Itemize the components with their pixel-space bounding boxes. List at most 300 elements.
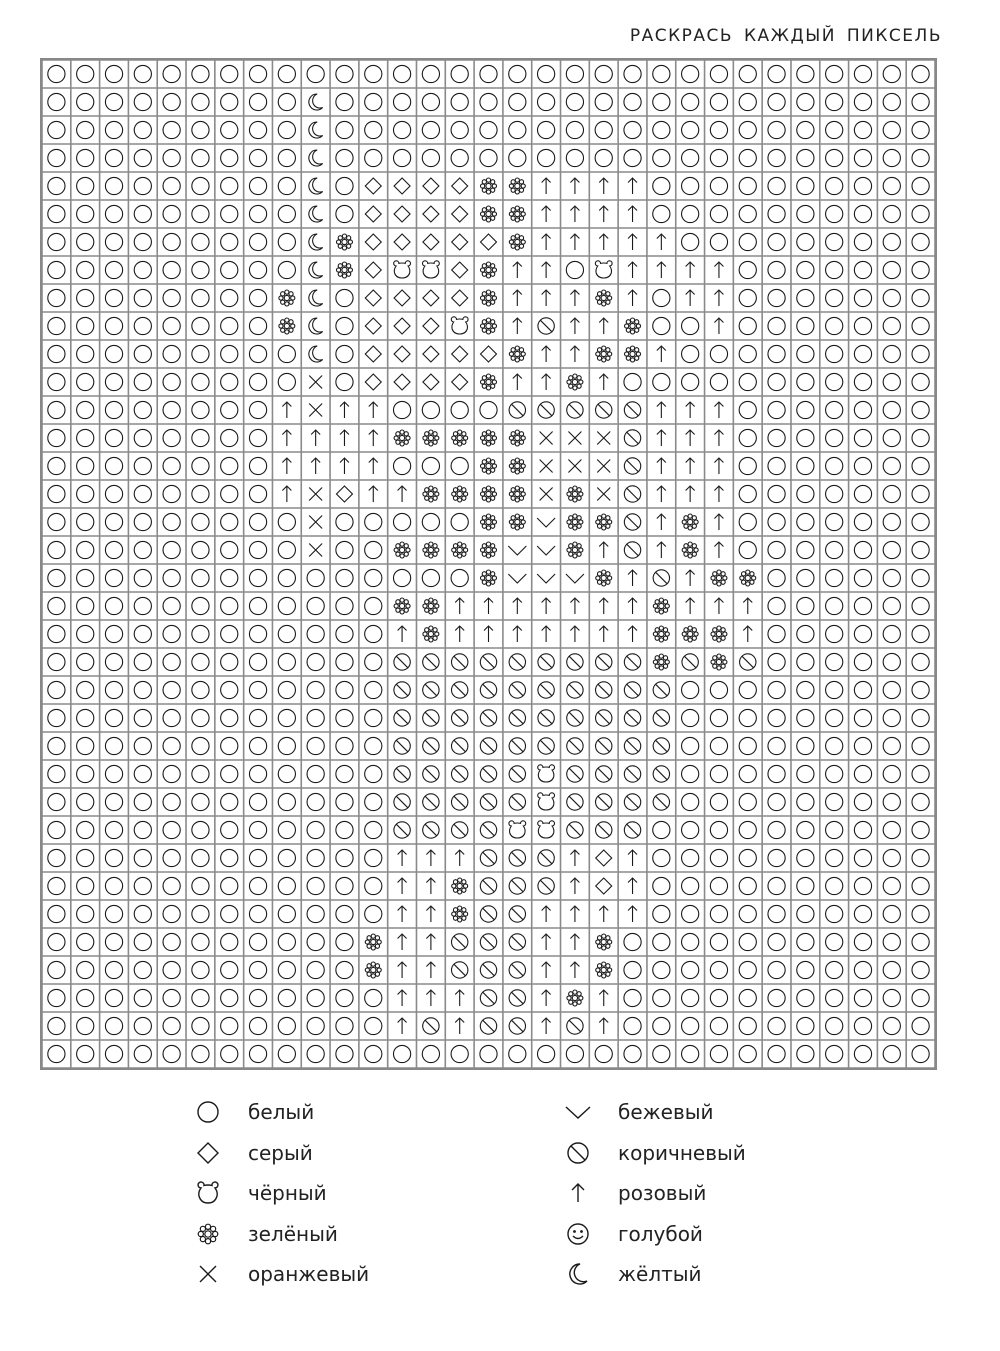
circle-icon — [278, 737, 295, 754]
circle-icon — [854, 821, 871, 838]
circle-icon — [826, 709, 843, 726]
circle-icon — [797, 541, 814, 558]
legend-label-green: зелёный — [248, 1221, 338, 1246]
circle-icon — [307, 821, 324, 838]
circle-icon — [912, 429, 929, 446]
circle-icon — [451, 93, 468, 110]
circle-icon — [336, 849, 353, 866]
flower-icon — [423, 486, 439, 502]
circle-icon — [163, 709, 180, 726]
circle-icon — [365, 989, 382, 1006]
circle-icon — [336, 1045, 353, 1062]
circle-icon — [768, 513, 785, 530]
circle-icon — [77, 205, 94, 222]
circle-icon — [797, 289, 814, 306]
circle-icon — [912, 317, 929, 334]
circle-icon — [797, 989, 814, 1006]
circle-icon — [393, 513, 410, 530]
circle-icon — [854, 205, 871, 222]
circle-icon — [826, 793, 843, 810]
circle-icon — [192, 961, 209, 978]
arrow-up-icon — [542, 290, 551, 306]
circle-icon — [48, 233, 65, 250]
circle-icon — [336, 569, 353, 586]
circle-icon — [451, 1045, 468, 1062]
circle-icon — [134, 905, 151, 922]
circle-icon — [278, 205, 295, 222]
circle-icon — [48, 821, 65, 838]
circle-icon — [163, 121, 180, 138]
circle-icon — [538, 93, 555, 110]
circle-icon — [739, 989, 756, 1006]
circle-icon — [653, 933, 670, 950]
arrow-up-icon — [570, 850, 579, 866]
circle-icon — [105, 93, 122, 110]
circle-icon — [221, 205, 238, 222]
flower-icon — [567, 514, 583, 530]
circle-icon — [854, 905, 871, 922]
circle-icon — [854, 849, 871, 866]
circle-icon — [77, 653, 94, 670]
diamond-icon — [481, 346, 497, 362]
prohibited-icon — [480, 878, 496, 894]
circle-icon — [163, 1045, 180, 1062]
circle-icon — [77, 65, 94, 82]
circle-icon — [710, 121, 727, 138]
moon-icon — [309, 346, 323, 362]
legend-item-orange — [190, 1254, 369, 1295]
circle-icon — [826, 345, 843, 362]
circle-icon — [221, 933, 238, 950]
circle-icon — [826, 989, 843, 1006]
cross-icon — [190, 1261, 226, 1287]
circle-icon — [768, 877, 785, 894]
pixel-grid — [40, 58, 937, 1070]
circle-icon — [710, 149, 727, 166]
circle-icon — [105, 737, 122, 754]
circle-icon — [710, 961, 727, 978]
prohibited-icon — [509, 850, 525, 866]
arrow-up-icon — [426, 878, 435, 894]
prohibited-icon — [538, 738, 554, 754]
circle-icon — [912, 457, 929, 474]
prohibited-icon — [509, 990, 525, 1006]
flower-icon — [653, 654, 669, 670]
circle-icon — [883, 961, 900, 978]
circle-icon — [365, 541, 382, 558]
circle-icon — [422, 569, 439, 586]
circle-icon — [883, 233, 900, 250]
bear-icon — [538, 821, 555, 838]
circle-icon — [336, 625, 353, 642]
circle-icon — [912, 65, 929, 82]
circle-icon — [192, 653, 209, 670]
circle-icon — [278, 765, 295, 782]
pixel-grid-canvas — [42, 60, 935, 1068]
circle-icon — [739, 541, 756, 558]
circle-icon — [797, 905, 814, 922]
circle-icon — [538, 121, 555, 138]
diamond-icon — [452, 178, 468, 194]
arrow-up-icon — [657, 486, 666, 502]
flower-icon — [481, 318, 497, 334]
prohibited-icon — [509, 766, 525, 782]
arrow-up-icon — [455, 1018, 464, 1034]
prohibited-icon — [394, 766, 410, 782]
legend-item-brown — [560, 1133, 746, 1174]
circle-icon — [538, 1045, 555, 1062]
check-icon — [508, 574, 526, 583]
circle-icon — [653, 877, 670, 894]
circle-icon — [249, 1017, 266, 1034]
circle-icon — [249, 401, 266, 418]
prohibited-icon — [596, 682, 612, 698]
circle-icon — [624, 1045, 641, 1062]
circle-icon — [797, 149, 814, 166]
prohibited-icon — [423, 1018, 439, 1034]
circle-icon — [221, 737, 238, 754]
flower-icon — [509, 178, 525, 194]
circle-icon — [883, 793, 900, 810]
circle-icon — [797, 681, 814, 698]
flower-icon — [653, 598, 669, 614]
circle-icon — [192, 149, 209, 166]
circle-icon — [48, 1045, 65, 1062]
circle-icon — [336, 905, 353, 922]
circle-icon — [365, 709, 382, 726]
circle-icon — [365, 653, 382, 670]
legend-item-pink — [560, 1173, 746, 1214]
circle-icon — [682, 149, 699, 166]
arrow-up-icon — [657, 402, 666, 418]
circle-icon — [105, 121, 122, 138]
circle-icon — [826, 457, 843, 474]
cross-icon — [309, 404, 322, 417]
circle-icon — [912, 597, 929, 614]
arrow-up-icon — [686, 290, 695, 306]
circle-icon — [422, 149, 439, 166]
bear-icon — [595, 261, 612, 278]
arrow-up-icon — [599, 626, 608, 642]
arrow-up-icon — [398, 486, 407, 502]
circle-icon — [134, 121, 151, 138]
arrow-up-icon — [542, 598, 551, 614]
cross-icon — [597, 460, 610, 473]
circle-icon — [797, 765, 814, 782]
arrow-up-icon — [455, 990, 464, 1006]
circle-icon — [682, 345, 699, 362]
circle-icon — [48, 849, 65, 866]
circle-icon — [336, 93, 353, 110]
diamond-icon — [596, 878, 612, 894]
circle-icon — [134, 961, 151, 978]
circle-icon — [883, 149, 900, 166]
circle-icon — [307, 905, 324, 922]
circle-icon — [249, 849, 266, 866]
circle-icon — [163, 233, 180, 250]
circle-icon — [739, 821, 756, 838]
prohibited-icon — [509, 962, 525, 978]
flower-icon — [394, 430, 410, 446]
circle-icon — [768, 121, 785, 138]
circle-icon — [221, 485, 238, 502]
circle-icon — [221, 65, 238, 82]
circle-icon — [826, 877, 843, 894]
circle-icon — [48, 345, 65, 362]
arrow-up-icon — [542, 178, 551, 194]
prohibited-icon — [653, 710, 669, 726]
circle-icon — [163, 961, 180, 978]
circle-icon — [163, 569, 180, 586]
circle-icon — [509, 1045, 526, 1062]
circle-icon — [221, 877, 238, 894]
flower-icon — [509, 206, 525, 222]
arrow-up-icon — [484, 598, 493, 614]
circle-icon — [797, 261, 814, 278]
circle-icon — [249, 1045, 266, 1062]
circle-icon — [221, 149, 238, 166]
flower-icon — [452, 486, 468, 502]
arrow-up-icon — [628, 878, 637, 894]
circle-icon — [48, 877, 65, 894]
diamond-icon — [394, 178, 410, 194]
cross-icon — [540, 432, 553, 445]
circle-icon — [105, 933, 122, 950]
circle-icon — [566, 1045, 583, 1062]
circle-icon — [739, 401, 756, 418]
circle-icon — [768, 849, 785, 866]
flower-icon — [481, 290, 497, 306]
arrow-up-icon — [542, 906, 551, 922]
circle-icon — [192, 513, 209, 530]
circle-icon — [77, 345, 94, 362]
arrow-up-icon — [542, 206, 551, 222]
circle-icon — [710, 793, 727, 810]
arrow-up-icon — [599, 542, 608, 558]
circle-icon — [134, 793, 151, 810]
circle-icon — [797, 485, 814, 502]
circle-icon — [105, 989, 122, 1006]
circle-icon — [710, 905, 727, 922]
flower-icon — [481, 430, 497, 446]
arrow-up-icon — [455, 850, 464, 866]
arrow-up-icon — [398, 1018, 407, 1034]
circle-icon — [77, 793, 94, 810]
prohibited-icon — [509, 794, 525, 810]
circle-icon — [336, 597, 353, 614]
circle-icon — [768, 1017, 785, 1034]
circle-icon — [163, 401, 180, 418]
flower-icon — [423, 598, 439, 614]
bear-icon — [451, 317, 468, 334]
circle-icon — [768, 261, 785, 278]
circle-icon — [883, 177, 900, 194]
check-icon — [537, 518, 555, 527]
circle-icon — [393, 457, 410, 474]
circle-icon — [365, 1017, 382, 1034]
circle-icon — [249, 989, 266, 1006]
prohibited-icon — [509, 878, 525, 894]
flower-icon — [596, 290, 612, 306]
moon-icon — [309, 122, 323, 138]
circle-icon — [163, 1017, 180, 1034]
arrow-up-icon — [340, 430, 349, 446]
circle-icon — [221, 233, 238, 250]
circle-icon — [883, 709, 900, 726]
flower-icon — [423, 542, 439, 558]
circle-icon — [307, 737, 324, 754]
circle-icon — [48, 709, 65, 726]
circle-icon — [48, 653, 65, 670]
prohibited-icon — [451, 710, 467, 726]
circle-icon — [163, 429, 180, 446]
circle-icon — [278, 569, 295, 586]
bear-icon — [538, 765, 555, 782]
flower-icon — [481, 178, 497, 194]
diamond-icon — [423, 346, 439, 362]
circle-icon — [105, 1045, 122, 1062]
circle-icon — [826, 625, 843, 642]
flower-icon — [509, 346, 525, 362]
arrow-up-icon — [686, 402, 695, 418]
arrow-up-icon — [714, 542, 723, 558]
circle-icon — [105, 429, 122, 446]
circle-icon — [883, 205, 900, 222]
prohibited-icon — [653, 570, 669, 586]
circle-icon — [163, 373, 180, 390]
circle-icon — [682, 121, 699, 138]
moon-icon — [309, 178, 323, 194]
circle-icon — [883, 345, 900, 362]
circle-icon — [134, 765, 151, 782]
flower-icon — [452, 906, 468, 922]
circle-icon — [163, 793, 180, 810]
circle-icon — [278, 233, 295, 250]
circle-icon — [768, 989, 785, 1006]
circle-icon — [192, 737, 209, 754]
circle-icon — [192, 597, 209, 614]
circle-icon — [221, 905, 238, 922]
circle-icon — [739, 961, 756, 978]
circle-icon — [249, 709, 266, 726]
arrow-up-icon — [570, 206, 579, 222]
arrow-up-icon — [542, 374, 551, 390]
circle-icon — [393, 1045, 410, 1062]
circle-icon — [826, 65, 843, 82]
circle-icon — [163, 205, 180, 222]
circle-icon — [278, 121, 295, 138]
arrow-up-icon — [369, 458, 378, 474]
circle-icon — [538, 149, 555, 166]
circle-icon — [768, 793, 785, 810]
circle-icon — [221, 261, 238, 278]
arrow-up-icon — [657, 514, 666, 530]
diamond-icon — [452, 234, 468, 250]
circle-icon — [134, 569, 151, 586]
circle-icon — [912, 625, 929, 642]
circle-icon — [105, 457, 122, 474]
circle-icon — [739, 877, 756, 894]
circle-icon — [422, 121, 439, 138]
arrow-up-icon — [513, 262, 522, 278]
flower-icon — [423, 430, 439, 446]
prohibited-icon — [596, 822, 612, 838]
moon-icon — [560, 1261, 596, 1287]
circle-icon — [710, 765, 727, 782]
circle-icon — [624, 1017, 641, 1034]
cross-icon — [309, 544, 322, 557]
flower-icon — [596, 570, 612, 586]
circle-icon — [192, 429, 209, 446]
arrow-up-icon — [542, 1018, 551, 1034]
circle-icon — [739, 1017, 756, 1034]
circle-icon — [566, 261, 583, 278]
circle-icon — [912, 233, 929, 250]
circle-icon — [278, 513, 295, 530]
circle-icon — [566, 121, 583, 138]
circle-icon — [797, 597, 814, 614]
circle-icon — [163, 681, 180, 698]
circle-icon — [710, 933, 727, 950]
circle-icon — [105, 345, 122, 362]
circle-icon — [307, 877, 324, 894]
circle-icon — [422, 457, 439, 474]
circle-icon — [538, 65, 555, 82]
circle-icon — [278, 149, 295, 166]
prohibited-icon — [423, 654, 439, 670]
arrow-up-icon — [628, 850, 637, 866]
circle-icon — [221, 709, 238, 726]
circle-icon — [77, 989, 94, 1006]
prohibited-icon — [480, 990, 496, 1006]
circle-icon — [826, 541, 843, 558]
circle-icon — [249, 93, 266, 110]
circle-icon — [710, 1045, 727, 1062]
circle-icon — [249, 653, 266, 670]
circle-icon — [48, 149, 65, 166]
circle-icon — [134, 737, 151, 754]
circle-icon — [826, 177, 843, 194]
circle-icon — [221, 177, 238, 194]
circle-icon — [768, 597, 785, 614]
circle-icon — [566, 93, 583, 110]
flower-icon — [481, 570, 497, 586]
circle-icon — [105, 149, 122, 166]
circle-icon — [221, 1045, 238, 1062]
circle-icon — [854, 933, 871, 950]
prohibited-icon — [509, 402, 525, 418]
circle-icon — [624, 149, 641, 166]
circle-icon — [163, 989, 180, 1006]
circle-icon — [105, 681, 122, 698]
circle-icon — [826, 149, 843, 166]
prohibited-icon — [596, 738, 612, 754]
circle-icon — [393, 121, 410, 138]
prohibited-icon — [567, 794, 583, 810]
circle-icon — [249, 261, 266, 278]
circle-icon — [826, 261, 843, 278]
circle-icon — [77, 373, 94, 390]
moon-icon — [309, 290, 323, 306]
circle-icon — [105, 177, 122, 194]
circle-icon — [365, 93, 382, 110]
arrow-up-icon — [426, 962, 435, 978]
circle-icon — [278, 877, 295, 894]
circle-icon — [77, 149, 94, 166]
moon-icon — [309, 150, 323, 166]
cross-icon — [309, 488, 322, 501]
circle-icon — [336, 737, 353, 754]
